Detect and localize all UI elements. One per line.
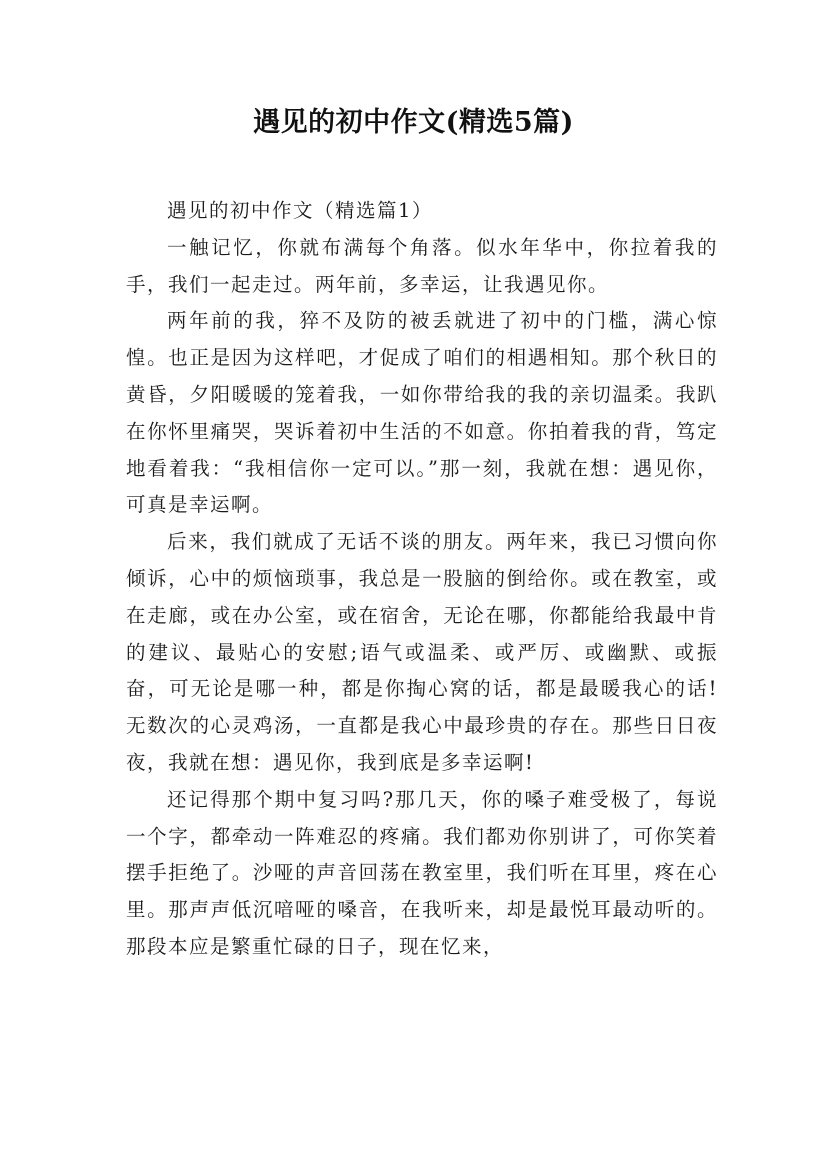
section-heading: 遇见的初中作文（精选篇1）	[167, 199, 433, 222]
paragraph-3: 后来，我们就成了无话不谈的朋友。两年来，我已习惯向你倾诉，心中的烦恼琐事，我总是一股脑的倒给你。或在教室，或在走廊，或在办公室，或在宿舍，无论在哪，你都能给我最中肯的建议、最贴心的安慰;语气或温柔、或严厉、或幽默、或振奋，可无论是哪一种，都是你掏心窝的话，都是最暖我心的话!无数次的心灵鸡汤，一直都是我心中最珍贵的存在。那些日日夜夜，我就在想：遇见你，我到底是多幸运啊!	[126, 530, 718, 774]
document-body	[126, 193, 718, 966]
document-title: 遇见的初中作文(精选5篇)	[253, 107, 574, 138]
paragraph-4: 还记得那个期中复习吗?那几天，你的嗓子难受极了，每说一个字，都牵动一阵难忍的疼痛。我们都劝你别讲了，可你笑着摆手拒绝了。沙哑的声音回荡在教室里，我们听在耳里，疼在心里。那声声低沉喑哑的嗓音，在我听来，却是最悦耳最动听的。那段本应是繁重忙碌的日子，现在忆来，	[126, 787, 718, 958]
paragraph-1: 一触记忆，你就布满每个角落。似水年华中，你拉着我的手，我们一起走过。两年前，多幸运，让我遇见你。	[126, 235, 718, 296]
paragraph-2: 两年前的我，猝不及防的被丢就进了初中的门槛，满心惊惶。也正是因为这样吧，才促成了咱们的相遇相知。那个秋日的黄昏，夕阳暖暖的笼着我，一如你带给我的我的亲切温柔。我趴在你怀里痛哭，哭诉着初中生活的不如意。你拍着我的背，笃定地看着我：“我相信你一定可以。”那一刻，我就在想：遇见你，可真是幸运啊。	[126, 309, 718, 517]
